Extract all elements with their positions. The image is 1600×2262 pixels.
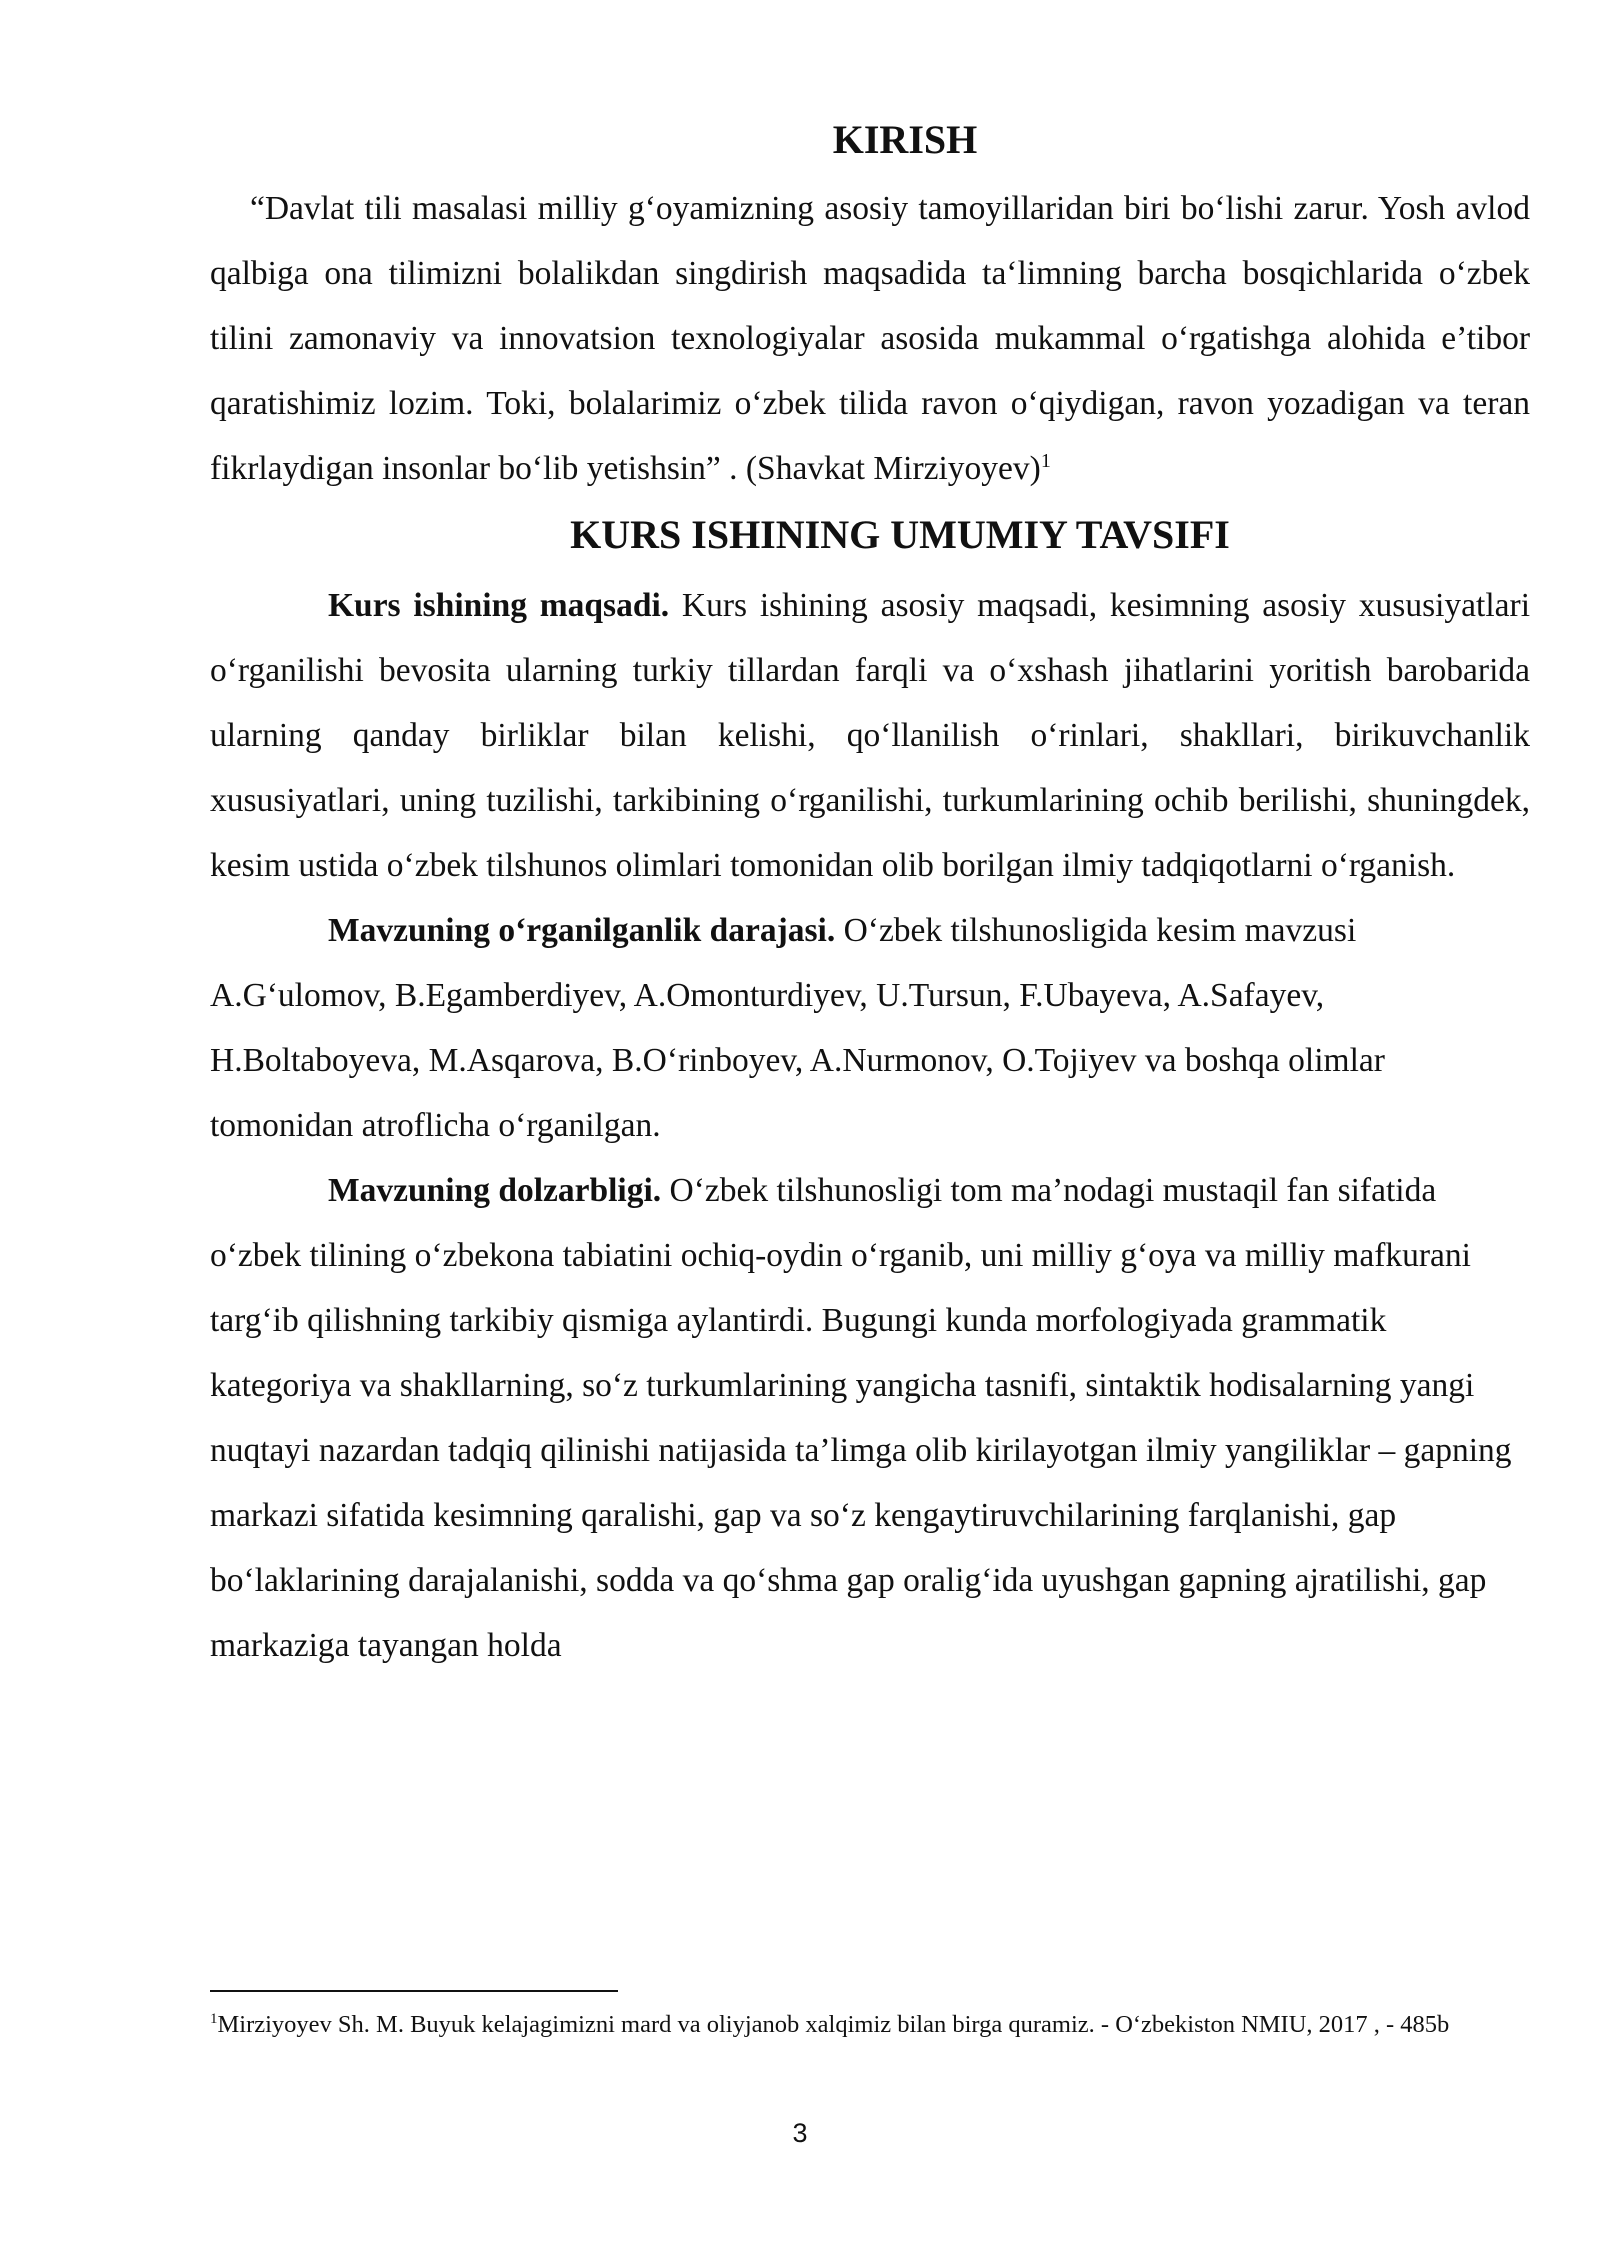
footnote bbox=[210, 2000, 1530, 2050]
section-goal bbox=[210, 573, 1530, 898]
section-relevance-label: Mavzuning dolzarbligi. bbox=[328, 1172, 662, 1209]
footnote-divider bbox=[210, 1990, 618, 1992]
heading-course-summary: KURS ISHINING UMUMIY TAVSIFI bbox=[570, 512, 1230, 557]
section-study-level-label: Mavzuning o‘rganilganlik darajasi. bbox=[328, 912, 836, 949]
heading-kirish: KIRISH bbox=[832, 117, 978, 162]
footnote-text: Mirziyoyev Sh. M. Buyuk kelajagimizni mard va oliyjanob xalqimiz bilan birga quramiz. - O‘zbekiston NMIU, 2017 , - 485b bbox=[217, 2011, 1450, 2038]
footnote-ref: 1 bbox=[1040, 449, 1051, 472]
page-number: 3 bbox=[792, 2118, 808, 2148]
intro-quote bbox=[210, 176, 1530, 501]
footnote-number: 1 bbox=[210, 2010, 218, 2027]
section-study-level-text: O‘zbek tilshunosligida kesim mavzusi A.G‘ulomov, B.Egamberdiyev, A.Omonturdiyev, U.Tursun, F.Ubayeva, A.Safayev, H.Boltaboyeva, M.Asqarova, B.O‘rinboyev, A.Nurmonov, O.Tojiyev va boshqa olimlar tomonidan atroflicha o‘rganilgan. bbox=[210, 912, 1385, 1144]
intro-quote-text: “Davlat tili masalasi milliy g‘oyamizning asosiy tamoyillaridan biri bo‘lishi zarur. Yosh avlod qalbiga ona tilimizni bolalikdan singdirish maqsadida ta‘limning barcha bosqichlarida o‘zbek tilini zamonaviy va innovatsion texnologiyalar asosida mukammal o‘rgatishga alohida e’tibor qaratishimiz lozim. Toki, bolalarimiz o‘zbek tilida ravon o‘qiydigan, ravon yozadigan va teran fikrlaydigan insonlar bo‘lib yetishsin” . (Shavkat Mirziyoyev) bbox=[210, 190, 1530, 487]
section-relevance bbox=[210, 1158, 1530, 1678]
section-goal-label: Kurs ishining maqsadi. bbox=[328, 587, 670, 624]
page-body bbox=[210, 110, 1530, 1678]
section-study-level bbox=[210, 898, 1530, 1158]
section-goal-text: Kurs ishining asosiy maqsadi, kesimning asosiy xususiyatlari o‘rganilishi bevosita ularning turkiy tillardan farqli va o‘xshash jihatlarini yoritish barobarida ularning qanday birliklar bilan kelishi, qo‘llanilish o‘rinlari, shakllari, birikuvchanlik xususiyatlari, uning tuzilishi, tarkibining o‘rganilishi, turkumlarining ochib berilishi, shuningdek, kesim ustida o‘zbek tilshunos olimlari tomonidan olib borilgan ilmiy tadqiqotlarni o‘rganish. bbox=[210, 587, 1530, 884]
section-relevance-text: O‘zbek tilshunosligi tom ma’nodagi mustaqil fan sifatida o‘zbek tilining o‘zbekona tabiatini ochiq-oydin o‘rganib, uni milliy g‘oya va milliy mafkurani targ‘ib qilishning tarkibiy qismiga aylantirdi. Bugungi kunda morfologiyada grammatik kategoriya va shakllarning, so‘z turkumlarining yangicha tasnifi, sintaktik hodisalarning yangi nuqtayi nazardan tadqiq qilinishi natijasida ta’limga olib kirilayotgan ilmiy yangiliklar – gapning markazi sifatida kesimning qaralishi, gap va so‘z kengaytiruvchilarining farqlanishi, gap bo‘laklarining darajalanishi, sodda va qo‘shma gap oralig‘ida uyushgan gapning ajratilishi, gap markaziga tayangan holda bbox=[210, 1172, 1512, 1664]
